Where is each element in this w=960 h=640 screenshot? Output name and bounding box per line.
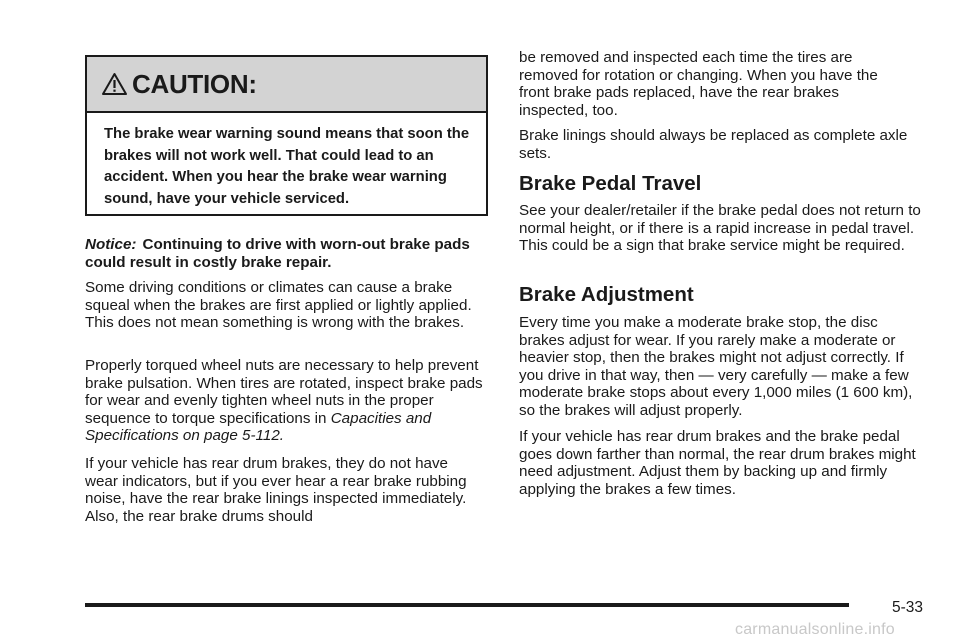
watermark: carmanualsonline.info [735, 621, 895, 638]
notice-paragraph [85, 236, 485, 271]
capacities-reference-link[interactable]: Capacities and Specifications on page 5-112. [85, 409, 432, 444]
paragraph-text: Brake linings should always be replaced as complete axle sets. [519, 127, 908, 162]
paragraph-text: be removed and inspected each time the tires are removed for rotation or changing. When you have the front brake pads replaced, have the rear brakes inspected, too. [519, 49, 878, 119]
paragraph-rear-drum [85, 455, 485, 525]
paragraph-text: See your dealer/retailer if the brake pedal does not return to normal height, or if there is a rapid increase in pedal travel. This could be a sign that brake service might be required. [519, 202, 921, 254]
paragraph-wheel-nuts [85, 357, 488, 445]
caution-title: CAUTION: [132, 68, 257, 99]
paragraph-continued [519, 49, 909, 119]
paragraph-text: Some driving conditions or climates can cause a brake squeal when the brakes are first applied or lightly applied. This does not mean something is wrong with the brakes. [85, 279, 472, 331]
heading-brake-adjustment: Brake Adjustment [519, 283, 694, 306]
notice-text: Continuing to drive with worn-out brake pads could result in costly brake repair. [85, 236, 470, 271]
paragraph-text: Every time you make a moderate brake stop, the disc brakes adjust for wear. If you rarely make a moderate or heavier stop, then the brakes might not adjust correctly. If you drive in that way, then — very carefully — make a few moderate brake stops about every 1,000 miles (1 600 km), so the brakes will adjust properly. [519, 314, 913, 419]
paragraph-linings [519, 127, 919, 162]
paragraph-pedal-travel [519, 202, 924, 255]
notice-label: Notice: [85, 236, 137, 253]
caution-header [87, 57, 486, 113]
heading-brake-pedal-travel: Brake Pedal Travel [519, 172, 702, 195]
footer-rule [85, 603, 849, 607]
caution-body: The brake wear warning sound means that soon the brakes will not work well. That could lead to an accident. When you hear the brake wear warning sound, have your vehicle serviced. [104, 126, 470, 207]
caution-box [85, 55, 488, 216]
page-number: 5-33 [892, 599, 924, 616]
paragraph-text: Properly torqued wheel nuts are necessary to help prevent brake pulsation. When tires are rotated, inspect brake pads for wear and evenly tighten wheel nuts in the proper sequence to torque specifications in [85, 357, 483, 427]
paragraph-text: If your vehicle has rear drum brakes, they do not have wear indicators, but if you ever hear a rear brake rubbing noise, have the rear brake linings inspected immediately. Also, the rear brake drums should [85, 455, 467, 525]
warning-triangle-icon [101, 72, 128, 96]
paragraph-text: If your vehicle has rear drum brakes and the brake pedal goes down farther than normal, the rear drum brakes might need adjustment. Adjust them by backing up and firmly applying the brakes a few times. [519, 428, 916, 498]
paragraph-drum-adjust [519, 428, 919, 498]
paragraph-adjustment [519, 314, 924, 419]
paragraph-brake-squeal [85, 279, 485, 332]
